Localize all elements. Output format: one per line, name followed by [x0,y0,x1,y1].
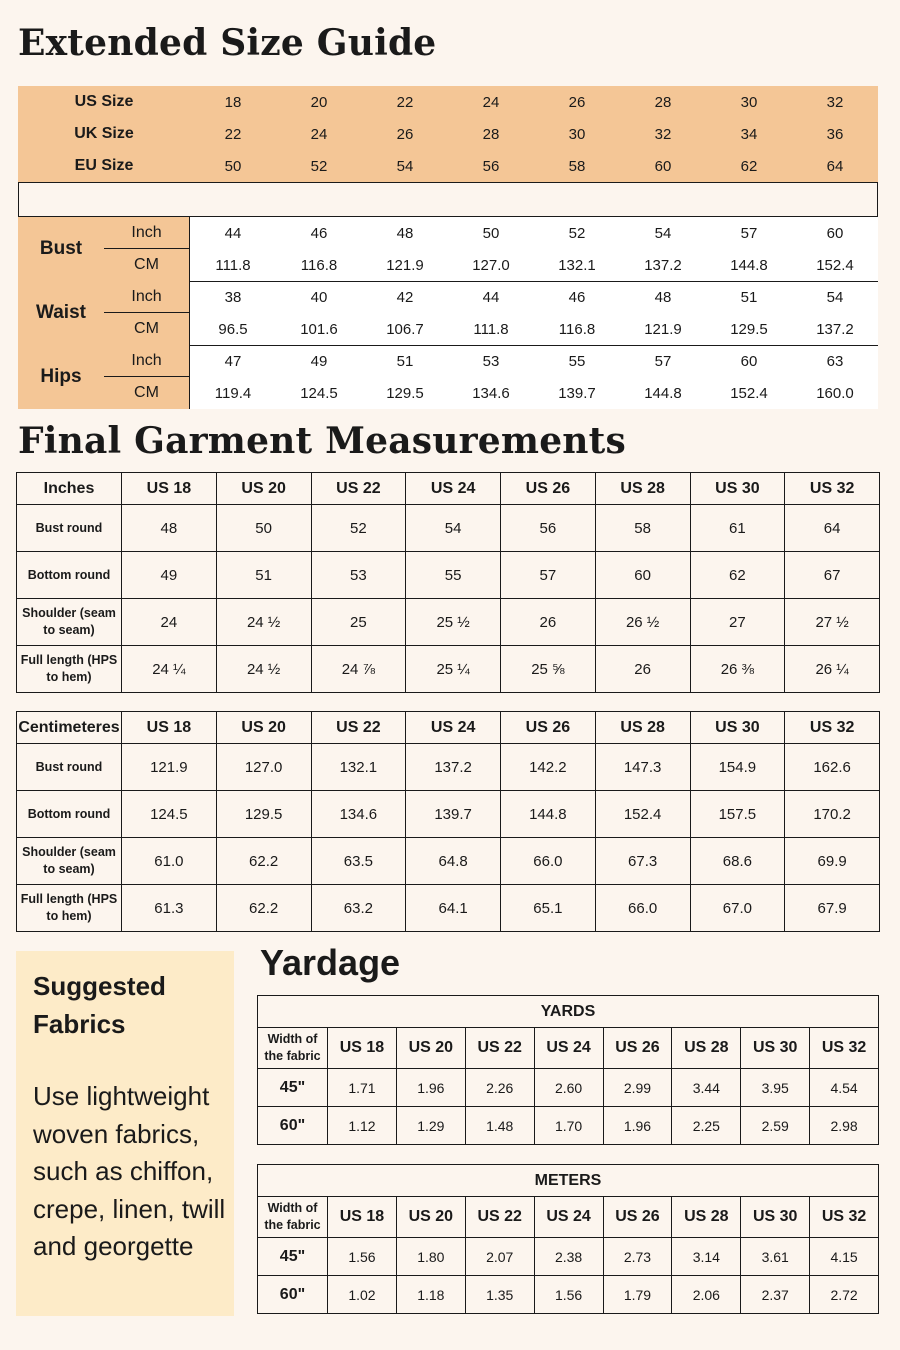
table-cell: 2.06 [672,1276,741,1314]
measurement-value: 54 [826,288,844,306]
eu-size-row [18,150,878,182]
unit-labels [104,345,190,409]
table-cell: 137.2 [406,744,501,791]
measurement-value: 152.4 [816,256,854,274]
table-cell: 162.6 [785,744,880,791]
table-cell: 129.5 [216,791,311,838]
inch-row [190,217,878,249]
size-header: US 26 [501,712,596,744]
size-header: US 28 [672,1197,741,1238]
size-header: US 24 [406,473,501,505]
table-cell: 127.0 [216,744,311,791]
size-header: US 26 [501,473,596,505]
measurement-value: 57 [654,352,672,370]
measurement-label: Bust [18,217,104,281]
table-cell: 2.73 [603,1238,672,1276]
unit-labels [104,281,190,345]
table-row [17,646,880,693]
table-cell: 2.98 [810,1107,879,1145]
size-header: US 32 [785,473,880,505]
table-cell: 2.26 [465,1069,534,1107]
size-value: 30 [740,93,758,111]
inch-row [190,345,878,377]
size-value: 22 [224,125,242,143]
cm-label: CM [134,320,159,337]
measurement-value: 129.5 [730,320,768,338]
row-label: EU Size [74,157,134,174]
size-header: US 24 [534,1197,603,1238]
table-cell: 1.02 [328,1276,397,1314]
size-header: US 22 [465,1197,534,1238]
size-header: US 26 [603,1028,672,1069]
table-cell: 1.96 [396,1069,465,1107]
measurement-value: 121.9 [386,256,424,274]
measurement-label: Hips [18,345,104,409]
table-cell: 2.07 [465,1238,534,1276]
table-cell: 63.5 [311,838,406,885]
bust-measurement-block [18,217,878,281]
table-cell: 25 ⅝ [501,646,596,693]
table-row [258,1069,879,1107]
width-header: Width of the fabric [258,1197,328,1238]
row-label: Bottom round [17,552,122,599]
table-cell: 2.25 [672,1107,741,1145]
size-value: 18 [224,93,242,111]
size-header: US 30 [741,1197,810,1238]
table-cell: 152.4 [595,791,690,838]
table-cell: 24 ½ [216,646,311,693]
measurement-value: 60 [826,224,844,242]
table-row [258,1107,879,1145]
fabric-width: 60" [258,1276,328,1314]
size-conversion-table [18,86,878,182]
table-row [258,1276,879,1314]
table-caption-row [258,1165,879,1197]
table-row [17,791,880,838]
measurement-value: 48 [396,224,414,242]
table-cell: 2.59 [741,1107,810,1145]
size-value: 32 [654,125,672,143]
row-label: Shoulder (seam to seam) [17,838,122,885]
measurement-value: 106.7 [386,320,424,338]
size-guide-title: Extended Size Guide [18,22,437,64]
table-cell: 67 [785,552,880,599]
size-header: US 30 [690,473,785,505]
table-cell: 51 [216,552,311,599]
size-header: US 32 [785,712,880,744]
unit-header: Inches [17,473,122,505]
table-cell: 67.3 [595,838,690,885]
inch-label: Inch [104,281,189,313]
measurement-value: 38 [224,288,242,306]
size-value: 36 [826,125,844,143]
measurement-value: 101.6 [300,320,338,338]
table-cell: 26 [595,646,690,693]
size-header: US 18 [122,473,217,505]
table-cell: 25 ¼ [406,646,501,693]
size-value: 26 [396,125,414,143]
table-cell: 25 [311,599,406,646]
table-cell: 142.2 [501,744,596,791]
size-header: US 20 [396,1197,465,1238]
size-header: US 18 [328,1197,397,1238]
size-value: 30 [568,125,586,143]
size-header: US 24 [534,1028,603,1069]
table-cell: 52 [311,505,406,552]
table-cell: 1.71 [328,1069,397,1107]
table-cell: 4.15 [810,1238,879,1276]
table-header-row [17,473,880,505]
fabrics-description: Use lightweight woven fabrics, such as chiffon, crepe, linen, twill and georgette [33,1081,226,1261]
yardage-title: Yardage [260,942,401,983]
row-label: UK Size [74,125,134,142]
inches-measurements-table [16,472,880,693]
size-header: US 30 [741,1028,810,1069]
measurement-value: 40 [310,288,328,306]
measurement-values [190,281,878,345]
measurement-value: 51 [740,288,758,306]
size-header: US 32 [810,1197,879,1238]
table-cell: 68.6 [690,838,785,885]
size-value: 28 [654,93,672,111]
measurement-value: 48 [654,288,672,306]
measurement-value: 60 [740,352,758,370]
fabric-width: 60" [258,1107,328,1145]
inch-label: Inch [104,345,189,377]
table-cell: 62.2 [216,885,311,932]
table-cell: 50 [216,505,311,552]
row-label: Full length (HPS to hem) [17,646,122,693]
size-value: 28 [482,125,500,143]
size-header: US 22 [311,712,406,744]
size-value: 52 [310,157,328,175]
size-header: US 32 [810,1028,879,1069]
cm-label: CM [134,384,159,401]
measurement-value: 137.2 [816,320,854,338]
garment-measurements-title: Final Garment Measurements [18,420,626,462]
table-row [17,885,880,932]
table-cell: 1.35 [465,1276,534,1314]
table-cell: 57 [501,552,596,599]
size-header: US 28 [595,473,690,505]
size-value: 54 [396,157,414,175]
table-caption: YARDS [258,996,879,1028]
table-cell: 139.7 [406,791,501,838]
table-cell: 1.12 [328,1107,397,1145]
table-cell: 3.44 [672,1069,741,1107]
cm-row [190,377,878,409]
table-cell: 1.48 [465,1107,534,1145]
table-cell: 27 ½ [785,599,880,646]
table-cell: 26 ⅜ [690,646,785,693]
measurement-value: 49 [310,352,328,370]
table-caption: METERS [258,1165,879,1197]
measurement-value: 137.2 [644,256,682,274]
table-cell: 25 ½ [406,599,501,646]
centimeters-measurements-table [16,711,880,932]
table-cell: 26 [501,599,596,646]
size-header: US 20 [216,473,311,505]
table-cell: 124.5 [122,791,217,838]
table-cell: 62 [690,552,785,599]
table-cell: 26 ¼ [785,646,880,693]
table-cell: 63.2 [311,885,406,932]
table-cell: 49 [122,552,217,599]
measurement-value: 57 [740,224,758,242]
measurement-value: 96.5 [218,320,248,338]
table-cell: 48 [122,505,217,552]
table-cell: 1.80 [396,1238,465,1276]
table-cell: 24 ⅞ [311,646,406,693]
table-cell: 55 [406,552,501,599]
table-cell: 67.0 [690,885,785,932]
table-cell: 154.9 [690,744,785,791]
table-cell: 3.14 [672,1238,741,1276]
row-label: Full length (HPS to hem) [17,885,122,932]
table-cell: 61.3 [122,885,217,932]
table-row [17,744,880,791]
measurement-value: 47 [224,352,242,370]
table-cell: 170.2 [785,791,880,838]
measurement-values [190,345,878,409]
measurement-value: 55 [568,352,586,370]
measurement-value: 46 [310,224,328,242]
measurement-value: 111.8 [215,256,251,274]
measurement-value: 132.1 [558,256,596,274]
measurement-value: 121.9 [644,320,682,338]
fabric-width: 45" [258,1238,328,1276]
size-value: 26 [568,93,586,111]
table-row [17,838,880,885]
table-cell: 27 [690,599,785,646]
row-label: Bust round [17,744,122,791]
measurement-value: 52 [568,224,586,242]
table-cell: 62.2 [216,838,311,885]
measurement-value: 44 [482,288,500,306]
table-cell: 4.54 [810,1069,879,1107]
measurement-value: 144.8 [644,384,682,402]
size-value: 50 [224,157,242,175]
row-label: Bust round [17,505,122,552]
measurement-value: 53 [482,352,500,370]
table-cell: 69.9 [785,838,880,885]
uk-size-row [18,118,878,150]
size-header: US 18 [122,712,217,744]
measurement-value: 50 [482,224,500,242]
table-cell: 56 [501,505,596,552]
table-cell: 2.99 [603,1069,672,1107]
size-header: US 28 [672,1028,741,1069]
measurement-value: 51 [396,352,414,370]
cm-row [190,249,878,281]
measurement-value: 42 [396,288,414,306]
table-cell: 1.96 [603,1107,672,1145]
size-header: US 26 [603,1197,672,1238]
table-cell: 61 [690,505,785,552]
table-cell: 157.5 [690,791,785,838]
table-cell: 24 ¼ [122,646,217,693]
table-row [17,599,880,646]
table-cell: 132.1 [311,744,406,791]
unit-header: Centimeteres [17,712,122,744]
size-header: US 20 [396,1028,465,1069]
meters-table [257,1164,879,1314]
measurement-value: 46 [568,288,586,306]
size-header: US 20 [216,712,311,744]
row-label: Bottom round [17,791,122,838]
size-value: 24 [482,93,500,111]
measurement-values [190,217,878,281]
size-value: 34 [740,125,758,143]
table-cell: 24 ½ [216,599,311,646]
table-header-row [258,1028,879,1069]
size-header: US 22 [311,473,406,505]
row-label: Shoulder (seam to seam) [17,599,122,646]
measurement-value: 54 [654,224,672,242]
measurement-value: 134.6 [472,384,510,402]
table-cell: 67.9 [785,885,880,932]
table-row [17,505,880,552]
table-cell: 147.3 [595,744,690,791]
unit-labels [104,217,190,281]
table-cell: 26 ½ [595,599,690,646]
table-cell: 1.56 [534,1276,603,1314]
measurement-value: 160.0 [816,384,854,402]
table-cell: 3.95 [741,1069,810,1107]
table-cell: 1.79 [603,1276,672,1314]
size-value: 62 [740,157,758,175]
measurement-value: 119.4 [214,384,252,402]
measurement-value: 152.4 [730,384,768,402]
row-separator [190,281,878,282]
table-row [17,552,880,599]
size-value: 24 [310,125,328,143]
table-cell: 2.72 [810,1276,879,1314]
measurement-value: 127.0 [472,256,510,274]
size-value: 56 [482,157,500,175]
table-cell: 60 [595,552,690,599]
table-cell: 64.1 [406,885,501,932]
table-cell: 64.8 [406,838,501,885]
cm-label: CM [134,256,159,273]
us-size-row [18,86,878,118]
measurement-value: 116.8 [300,256,338,274]
size-header: US 18 [328,1028,397,1069]
table-cell: 66.0 [595,885,690,932]
table-cell: 65.1 [501,885,596,932]
waist-measurement-block [18,281,878,345]
size-value: 58 [568,157,586,175]
table-cell: 2.37 [741,1276,810,1314]
table-cell: 3.61 [741,1238,810,1276]
hips-measurement-block [18,345,878,409]
table-cell: 66.0 [501,838,596,885]
size-value: 22 [396,93,414,111]
measurement-value: 124.5 [300,384,338,402]
table-cell: 54 [406,505,501,552]
size-value: 60 [654,157,672,175]
table-cell: 61.0 [122,838,217,885]
measurement-value: 116.8 [558,320,596,338]
table-cell: 1.29 [396,1107,465,1145]
table-cell: 1.70 [534,1107,603,1145]
measurement-value: 139.7 [558,384,596,402]
table-cell: 144.8 [501,791,596,838]
fabrics-title: Suggested Fabrics [33,971,166,1039]
table-cell: 24 [122,599,217,646]
measurement-label: Waist [18,281,104,345]
measurement-value: 63 [826,352,844,370]
size-header: US 22 [465,1028,534,1069]
cm-row [190,313,878,345]
measurement-value: 129.5 [386,384,424,402]
table-cell: 64 [785,505,880,552]
table-divider [18,182,878,217]
size-value: 32 [826,93,844,111]
size-value: 64 [826,157,844,175]
measurement-value: 44 [224,224,242,242]
measurement-value: 144.8 [730,256,768,274]
table-cell: 1.56 [328,1238,397,1276]
table-header-row [17,712,880,744]
row-label: US Size [74,93,134,110]
suggested-fabrics-panel [16,951,234,1316]
table-cell: 53 [311,552,406,599]
fabric-width: 45" [258,1069,328,1107]
table-caption-row [258,996,879,1028]
size-header: US 28 [595,712,690,744]
table-row [258,1238,879,1276]
measurement-value: 111.8 [473,320,509,338]
inch-row [190,281,878,313]
width-header: Width of the fabric [258,1028,328,1069]
table-cell: 134.6 [311,791,406,838]
table-cell: 2.38 [534,1238,603,1276]
inch-label: Inch [104,217,189,249]
size-header: US 30 [690,712,785,744]
size-value: 20 [310,93,328,111]
table-cell: 2.60 [534,1069,603,1107]
table-cell: 1.18 [396,1276,465,1314]
table-header-row [258,1197,879,1238]
row-separator [190,345,878,346]
size-header: US 24 [406,712,501,744]
yards-table [257,995,879,1145]
table-cell: 121.9 [122,744,217,791]
table-cell: 58 [595,505,690,552]
